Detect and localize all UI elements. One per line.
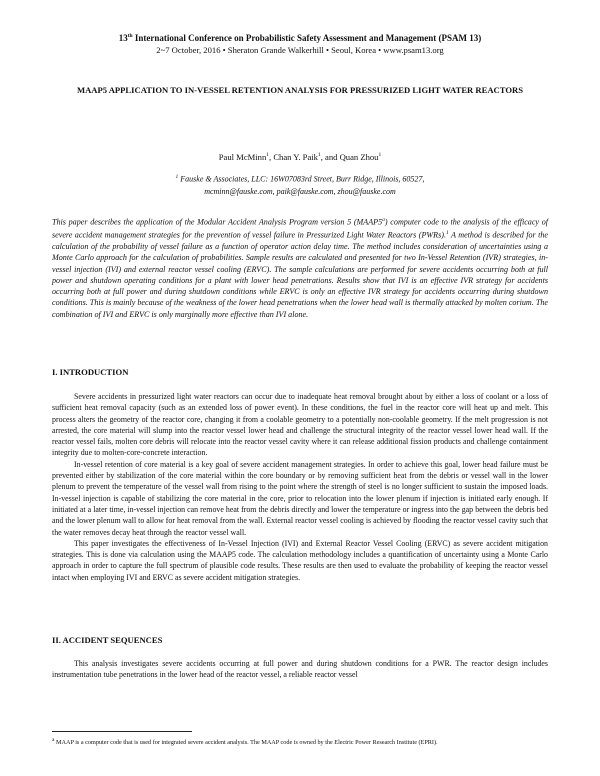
author-list: Paul McMinn$^1$, Chan Y. Paik$^1$, and Quan Zhou$^1$ — [218, 152, 382, 162]
abstract: This paper describes the application of the Modular Accident Analysis Program version 5 (MAAP5$^a$) computer code to the analysis of the efficacy of severe accident management strategies for the prevention of vessel failure in Pressurized Light Water Reactors (PWRs).$^1$ A method is described for the calculation of the probability of vessel failure as a function of operator action delay time. The method includes consideration of uncertainties using a Monte Carlo approach for the calculation of probabilities. Sample results are calculated and presented for two In-Vessel Retention (IVR) strategies, in-vessel injection (IVI) and external reactor vessel cooling (ERVC). The sample calculations are performed for severe accidents occurring both at full power and shutdown operating conditions for a plant with lower head penetrations. Results show that IVI is an effective IVR strategy for accidents occurring both at full power and during shutdown conditions while ERVC is only an effective IVR strategy for accidents occurring during shutdown conditions. This is mainly because of the weakness of the lower head penetrations when the lower head wall is thermally attacked by molten corium. The combination of IVI and ERVC is only marginally more effective than IVI alone. — [52, 217, 549, 319]
paragraph: This paper investigates the effectiveness of In-Vessel Injection (IVI) and External Reactor Vessel Cooling (ERVC) as severe accident mitigation strategies. This is done via calculation using the MAAP5 code. The calculation methodology includes a quantification of uncertainty using a Monte Carlo approach in order to capture the full spectrum of plausible code results. These results are then used to evaluate the probability of keeping the reactor vessel intact when employing IVI and ERVC as severe accident mitigation strategies. — [52, 538, 548, 582]
accident-sequences-body — [52, 658, 548, 681]
section-heading-accident-sequences: II. ACCIDENT SEQUENCES — [52, 635, 163, 645]
author-mcminn: Paul McMinn — [218, 152, 267, 162]
footnote-divider — [52, 731, 192, 732]
conference-title: 13th International Conference on Probabilistic Safety Assessment and Management (PSAM 13) — [118, 33, 482, 43]
section-heading-introduction: I. INTRODUCTION — [52, 367, 129, 377]
author-paik: Chan Y. Paik — [273, 152, 318, 162]
author-zhou: Quan Zhou — [339, 152, 379, 162]
paragraph: In-vessel retention of core material is a key goal of severe accident management strategies. In order to achieve this goal, lower head failure must be prevented either by stabilization of the core material within the core boundary or by removing sufficient heat from the debris or vessel wall in the lower plenum to prevent the temperature of the vessel wall from rising to the point where the strength of steel is no longer sufficient to sustain the imposed loads. In-vessel injection is capable of stabilizing the core material in the core, prior to relocation into the lower plenum if injection is initiated early enough. If initiated at a later time, in-vessel injection can remove heat from the debris directly and lower the temperature or ingress into the gap between the debris bed and the lower plenum wall to allow for heat removal from the wall. External reactor vessel cooling is achieved by flooding the reactor vessel cavity such that the water removes decay heat through the reactor vessel wall. — [52, 459, 548, 537]
paragraph: This analysis investigates severe accidents occurring at full power and during shutdown conditions for a PWR. The reactor design includes instrumentation tube penetrations in the lower head of the reactor vessel, a reliable reactor vessel — [52, 659, 548, 680]
author-emails: mcminn@fauske.com, paik@fauske.com, zhou@fauske.com — [204, 186, 396, 196]
paragraph: Severe accidents in pressurized light water reactors can occur due to inadequate heat removal brought about by either a loss of coolant or a loss of sufficient heat removal capacity (such as an extended loss of power event). In these conditions, the fuel in the reactor core will heat up and melt. This process alters the geometry of the reactor core, changing it from a coolable geometry to a potentially non-coolable geometry. If the melt progression is not arrested, the core material will slump into the reactor vessel lower head and challenge the structural integrity of the reactor vessel lower head wall. If the reactor vessel fails, molten core debris will relocate into the reactor vessel cavity where it can release additional fission products and challenge containment integrity due to molten-core-concrete interaction. — [52, 392, 548, 458]
footnote: $^a$ MAAP is a computer code that is used for integrated severe accident analysis. The MAAP code is owned by the Electric Power Research Institute (EPRI). — [52, 737, 438, 747]
conference-details: 2~7 October, 2016 • Sheraton Grande Walkerhill • Seoul, Korea • www.psam13.org — [156, 45, 444, 55]
paper-title: MAAP5 APPLICATION TO IN-VESSEL RETENTION ANALYSIS FOR PRESSURIZED LIGHT WATER REACTORS — [76, 85, 524, 95]
affiliation: $^1$ Fauske & Associates, LLC: 16W07083rd Street, Burr Ridge, Illinois, 60527, mcminn@fauske.com, paik@fauske.com, zhou@fauske.com — [0, 171, 600, 198]
introduction-body — [52, 391, 548, 583]
